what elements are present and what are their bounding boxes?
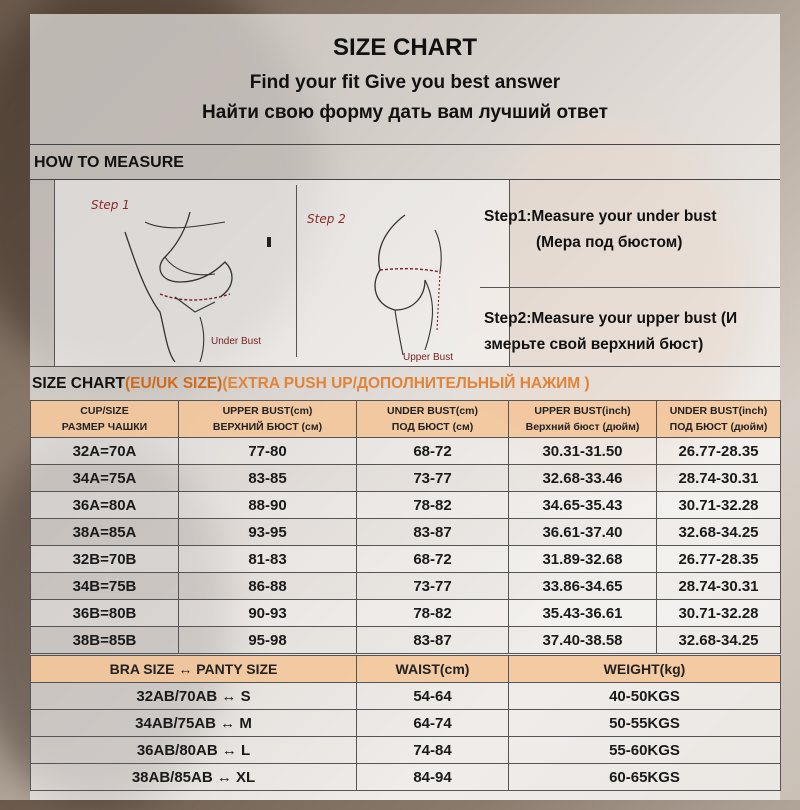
step2-diagram-label: Step 2 — [307, 212, 346, 226]
table-cell: 86-88 — [179, 573, 357, 600]
table-cell: 34AB/75AB ↔ M — [31, 710, 357, 737]
size-chart-title — [30, 366, 780, 400]
table-row — [31, 737, 781, 764]
header-waist: WAIST(cm) — [357, 656, 509, 683]
table-cell: 74-84 — [357, 737, 509, 764]
table-cell: 32B=70B — [31, 546, 179, 573]
table-cell: 95-98 — [179, 627, 357, 654]
table-row — [31, 627, 781, 654]
diagram-divider — [296, 185, 297, 357]
table-cell: 28.74-30.31 — [657, 465, 781, 492]
step2-instruction — [480, 288, 780, 366]
table-cell: 83-87 — [357, 519, 509, 546]
table-cell: 38B=85B — [31, 627, 179, 654]
step1-diagram-label: Step 1 — [91, 198, 130, 212]
diagram-tick-mark — [267, 237, 271, 247]
bra-size-table — [30, 400, 781, 654]
under-bust-diagram-label: Under Bust — [211, 336, 262, 347]
table-cell: 30.71-32.28 — [657, 600, 781, 627]
table-header-row — [31, 401, 781, 438]
table-cell: 73-77 — [357, 573, 509, 600]
page-title: SIZE CHART — [333, 34, 477, 61]
table-cell: 68-72 — [357, 546, 509, 573]
subtitle-russian: Найти свою форму дать вам лучший ответ — [202, 102, 608, 123]
table-cell: 34A=75A — [31, 465, 179, 492]
table-cell: 26.77-28.35 — [657, 546, 781, 573]
table-row — [31, 438, 781, 465]
table-cell: 34B=75B — [31, 573, 179, 600]
how-to-measure-heading: HOW TO MEASURE — [30, 144, 780, 180]
table-cell: 73-77 — [357, 465, 509, 492]
table-cell: 83-85 — [179, 465, 357, 492]
step1-text: Step1:Measure your under bust — [484, 208, 717, 225]
step2-text-ru: змерьте свой верхний бюст) — [484, 336, 704, 353]
table-cell: 93-95 — [179, 519, 357, 546]
table-cell: 36A=80A — [31, 492, 179, 519]
table-cell: 32.68-33.46 — [509, 465, 657, 492]
table-cell: 35.43-36.61 — [509, 600, 657, 627]
table-row — [31, 710, 781, 737]
table-cell: 34.65-35.43 — [509, 492, 657, 519]
size-chart-note: (EXTRA PUSH UP/ДОПОЛНИТЕЛЬНЫЙ НАЖИМ ) — [222, 375, 590, 392]
table-cell: 37.40-38.58 — [509, 627, 657, 654]
subtitle-english: Find your fit Give you best answer — [249, 72, 561, 93]
table-cell: 31.89-32.68 — [509, 546, 657, 573]
table-cell: 83-87 — [357, 627, 509, 654]
size-chart-region: (EU/UK SIZE) — [125, 375, 223, 392]
table-cell: 90-93 — [179, 600, 357, 627]
measure-instructions — [480, 180, 780, 366]
table-cell: 50-55KGS — [509, 710, 781, 737]
table-row — [31, 519, 781, 546]
table-cell: 36AB/80AB ↔ L — [31, 737, 357, 764]
step1-instruction — [480, 180, 780, 288]
size-chart-title-prefix: SIZE CHART — [32, 375, 125, 392]
table-cell: 40-50KGS — [509, 683, 781, 710]
table-cell: 64-74 — [357, 710, 509, 737]
header-bra-panty-size: BRA SIZE ↔ PANTY SIZE — [31, 656, 357, 683]
table-cell: 77-80 — [179, 438, 357, 465]
table-cell: 32A=70A — [31, 438, 179, 465]
table-cell: 38AB/85AB ↔ XL — [31, 764, 357, 791]
table-cell: 81-83 — [179, 546, 357, 573]
measurement-diagram — [54, 180, 510, 366]
panty-header-row — [31, 656, 781, 683]
header-weight: WEIGHT(kg) — [509, 656, 781, 683]
table-cell: 32.68-34.25 — [657, 627, 781, 654]
header-under-bust-inch: UNDER BUST(inch) ПОД БЮСТ (дюйм) — [657, 401, 781, 438]
table-cell: 36.61-37.40 — [509, 519, 657, 546]
header-cup-size: CUP/SIZE РАЗМЕР ЧАШКИ — [31, 401, 179, 438]
table-row — [31, 573, 781, 600]
upper-bust-diagram-label: Upper Bust — [403, 352, 454, 363]
table-cell: 68-72 — [357, 438, 509, 465]
table-row — [31, 764, 781, 791]
table-row — [31, 465, 781, 492]
header-upper-bust-inch: UPPER BUST(inch) Верхний бюст (дюйм) — [509, 401, 657, 438]
table-cell: 88-90 — [179, 492, 357, 519]
table-cell: 36B=80B — [31, 600, 179, 627]
step1-text-ru: (Мера под бюстом) — [536, 234, 683, 251]
table-row — [31, 683, 781, 710]
table-cell: 78-82 — [357, 600, 509, 627]
measure-section — [30, 180, 780, 366]
header-upper-bust-cm: UPPER BUST(cm) ВЕРХНИЙ БЮСТ (см) — [179, 401, 357, 438]
chart-header — [30, 14, 780, 144]
panty-size-table — [30, 655, 781, 791]
table-cell: 28.74-30.31 — [657, 573, 781, 600]
table-cell: 26.77-28.35 — [657, 438, 781, 465]
upper-bust-figure-icon — [325, 210, 475, 360]
table-cell: 60-65KGS — [509, 764, 781, 791]
table-cell: 30.31-31.50 — [509, 438, 657, 465]
table-row — [31, 600, 781, 627]
table-row — [31, 546, 781, 573]
table-cell: 38A=85A — [31, 519, 179, 546]
table-cell: 32AB/70AB ↔ S — [31, 683, 357, 710]
table-cell: 54-64 — [357, 683, 509, 710]
header-under-bust-cm: UNDER BUST(cm) ПОД БЮСТ (см) — [357, 401, 509, 438]
table-cell: 30.71-32.28 — [657, 492, 781, 519]
table-cell: 55-60KGS — [509, 737, 781, 764]
table-cell: 78-82 — [357, 492, 509, 519]
table-cell: 33.86-34.65 — [509, 573, 657, 600]
table-cell: 84-94 — [357, 764, 509, 791]
step2-text: Step2:Measure your upper bust (И — [484, 310, 738, 327]
table-cell: 32.68-34.25 — [657, 519, 781, 546]
table-row — [31, 492, 781, 519]
